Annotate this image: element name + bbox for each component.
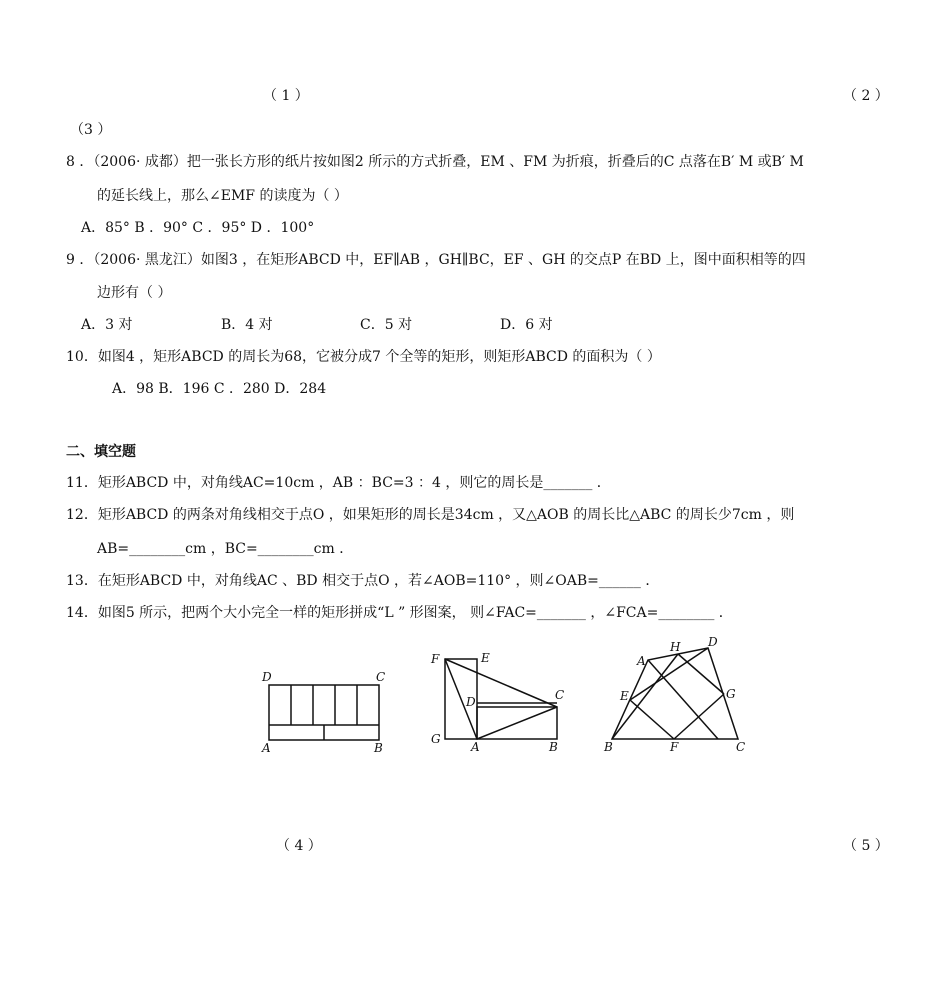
lshape-label-e: E xyxy=(481,651,490,665)
question-9-option-b: B．4 对 xyxy=(221,317,273,333)
rect-label-b: B xyxy=(374,741,383,755)
rect-label-d: D xyxy=(262,670,272,684)
question-9-option-d: D．6 对 xyxy=(500,317,553,333)
rect-label-c: C xyxy=(376,670,386,684)
figure-ref-5: （ 5 ） xyxy=(843,838,889,854)
lshape-label-a: A xyxy=(471,740,480,754)
trapezoid-figure xyxy=(598,630,758,755)
question-12-line1: 12．矩形ABCD 的两条对角线相交于点O ，如果矩形的周长是34cm ，又△AOB 的周长比△ABC 的周长少7cm ，则 xyxy=(66,507,795,523)
trap-label-g: G xyxy=(726,687,736,701)
figure-ref-3: （3 ） xyxy=(70,122,112,138)
l-shape-figure xyxy=(425,645,575,755)
figure-ref-1: （ 1 ） xyxy=(263,88,309,104)
lshape-label-d: D xyxy=(466,695,476,709)
figure-ref-4: （ 4 ） xyxy=(276,838,322,854)
question-12-line2: AB=________cm ，BC=________cm ． xyxy=(97,541,354,557)
lshape-label-b: B xyxy=(549,740,558,754)
trap-label-b: B xyxy=(604,740,613,754)
question-10-options: A．98 B．196 C ．280 D．284 xyxy=(112,381,327,397)
question-11: 11．矩形ABCD 中，对角线AC=10cm ，AB ：BC=3 ：4 ，则它的周长是_______ ． xyxy=(66,475,611,491)
figure-ref-2: （ 2 ） xyxy=(843,88,889,104)
rect-label-a: A xyxy=(262,741,271,755)
trap-label-d: D xyxy=(708,635,718,649)
question-13: 13．在矩形ABCD 中，对角线AC 、BD 相交于点O ，若∠AOB=110° ，则∠OAB=______ ． xyxy=(66,573,660,589)
question-9-option-c: C．5 对 xyxy=(360,317,413,333)
trap-label-a: A xyxy=(637,654,646,668)
lshape-label-g: G xyxy=(431,732,441,746)
section-title: 二、填空题 xyxy=(66,444,136,460)
question-8-options: A．85° B ．90° C ．95° D ．100° xyxy=(81,220,315,236)
question-9-option-a: A．3 对 xyxy=(81,317,133,333)
question-8-line2: 的延长线上，那么∠EMF 的读度为（ ） xyxy=(97,188,348,204)
question-9-line2: 边形有（ ） xyxy=(97,285,172,301)
lshape-label-c: C xyxy=(555,688,565,702)
question-14: 14．如图5 所示，把两个大小完全一样的矩形拼成“L ” 形图案， 则∠FAC=_______ ，∠FCA=________ ． xyxy=(66,605,733,621)
trap-label-f: F xyxy=(670,740,679,754)
trap-label-h: H xyxy=(670,640,681,654)
rectangle-figure xyxy=(255,665,395,760)
question-10-line1: 10．如图4 ，矩形ABCD 的周长为68，它被分成7 个全等的矩形，则矩形ABCD 的面积为（ ） xyxy=(66,349,661,365)
trap-label-c: C xyxy=(736,740,746,754)
question-9-line1: 9 ．（2006· 黑龙江）如图3 ，在矩形ABCD 中，EF∥AB ，GH∥BC，EF 、GH 的交点P 在BD 上，图中面积相等的四 xyxy=(66,252,806,268)
lshape-label-f: F xyxy=(431,652,440,666)
question-8-line1: 8 ．（2006· 成都）把一张长方形的纸片按如图2 所示的方式折叠，EM 、FM 为折痕，折叠后的C 点落在B′ M 或B′ M xyxy=(66,154,804,170)
trap-label-e: E xyxy=(620,689,629,703)
